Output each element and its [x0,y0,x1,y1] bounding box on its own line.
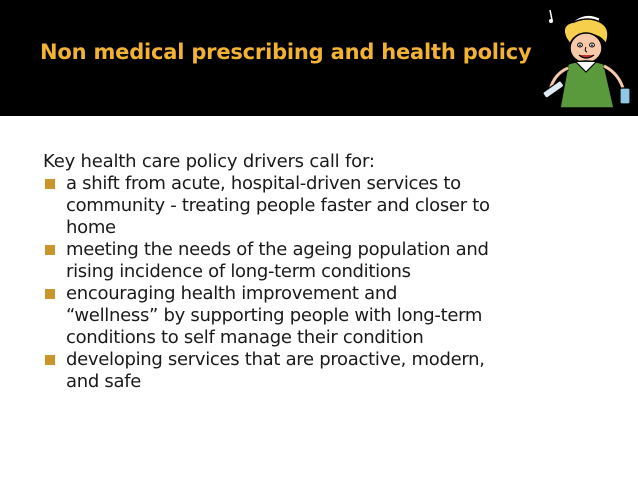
bullet-line: and safe [66,371,142,392]
bullet-list [42,173,612,393]
bullet-line: rising incidence of long-term conditions [66,261,411,282]
nurse-clipart-icon [540,4,636,114]
bullet-line: community - treating people faster and closer to [66,195,490,216]
slide-title: Non medical prescribing and health policy [40,40,532,64]
bullet-line: meeting the needs of the ageing population and [66,239,489,260]
bullet-line: a shift from acute, hospital-driven services to [66,173,461,194]
bullet-item [42,173,612,239]
bullet-line: “wellness” by supporting people with long-term [66,305,483,326]
bullet-line: home [66,217,116,238]
slide-body [42,151,612,393]
intro-text: Key health care policy drivers call for: [43,151,375,172]
bullet-line: conditions to self manage their condition [66,327,424,348]
bullet-item [42,239,612,283]
bullet-line: encouraging health improvement and [66,283,398,304]
bullet-item [42,349,612,393]
bullet-line: developing services that are proactive, modern, [66,349,485,370]
square-bullet-icon [45,179,55,189]
square-bullet-icon [45,355,55,365]
square-bullet-icon [45,289,55,299]
square-bullet-icon [45,245,55,255]
bullet-item [42,283,612,349]
